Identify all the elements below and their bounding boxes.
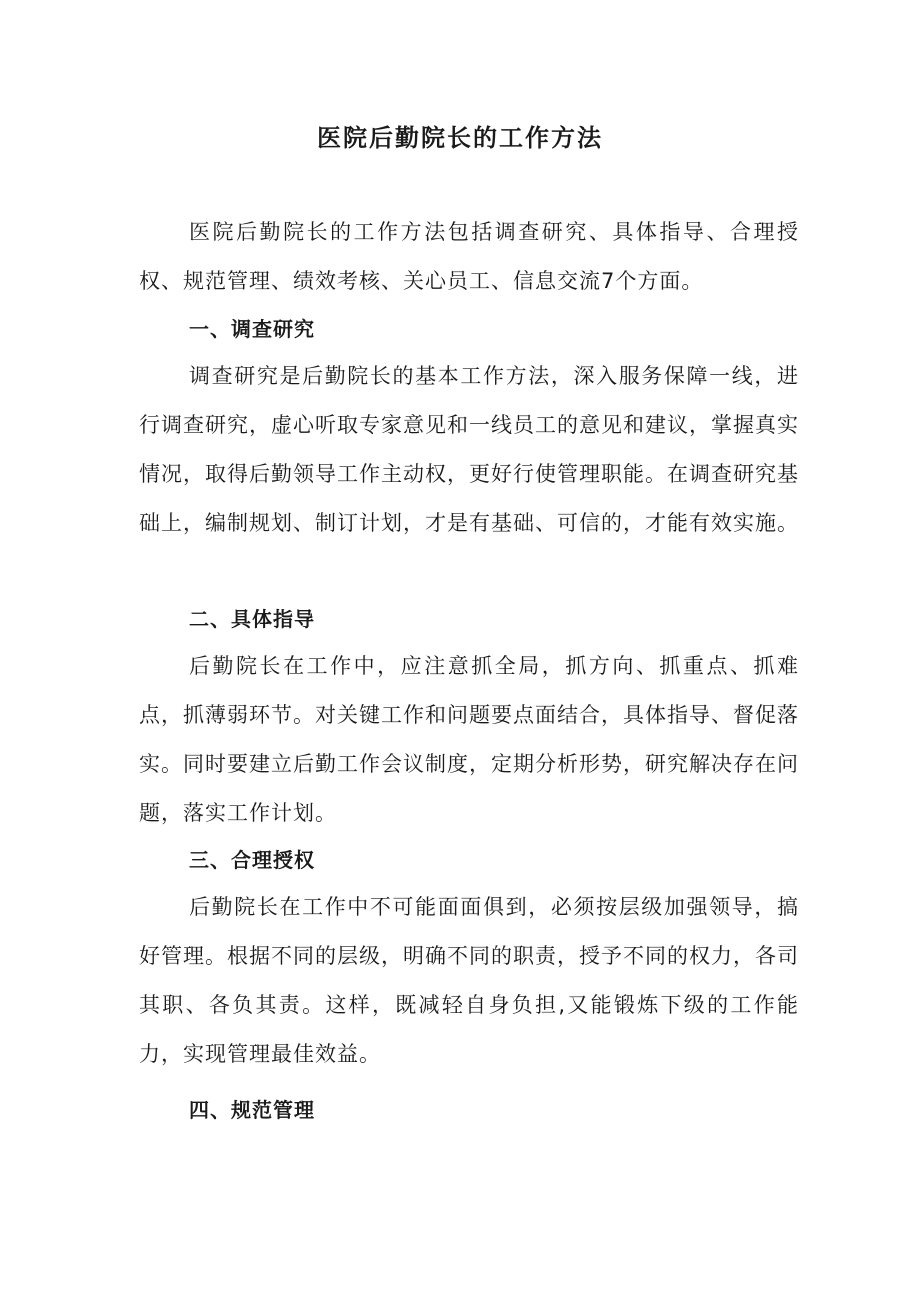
intro-paragraph: 医院后勤院长的工作方法包括调查研究、具体指导、合理授权、规范管理、绩效考核、关心员工、信息交流7个方面。 (139, 220, 799, 293)
section-heading-4: 四、规范管理 (189, 1098, 315, 1122)
section-heading-2: 二、具体指导 (189, 607, 315, 631)
section-heading-3: 三、合理授权 (189, 848, 315, 872)
section-body-3: 后勤院长在工作中不可能面面俱到，必须按层级加强领导，搞好管理。根据不同的层级，明确不同的职责，授予不同的权力，各司其职、各负其责。这样，既减轻自身负担,又能锻炼下级的工作能力，实现管理最佳效益。 (139, 895, 799, 1066)
document-title: 医院后勤院长的工作方法 (317, 123, 603, 152)
section-heading-1: 一、调查研究 (189, 317, 315, 341)
section-body-2: 后勤院长在工作中，应注意抓全局，抓方向、抓重点、抓难点，抓薄弱环节。对关键工作和问题要点面结合，具体指导、督促落实。同时要建立后勤工作会议制度，定期分析形势，研究解决存在问题，落实工作计划。 (139, 654, 799, 825)
section-body-1: 调查研究是后勤院长的基本工作方法，深入服务保障一线，进行调查研究，虚心听取专家意见和一线员工的意见和建议，掌握真实情况，取得后勤领导工作主动权，更好行使管理职能。在调查研究基础上，编制规划、制订计划，才是有基础、可信的，才能有效实施。 (139, 364, 799, 535)
